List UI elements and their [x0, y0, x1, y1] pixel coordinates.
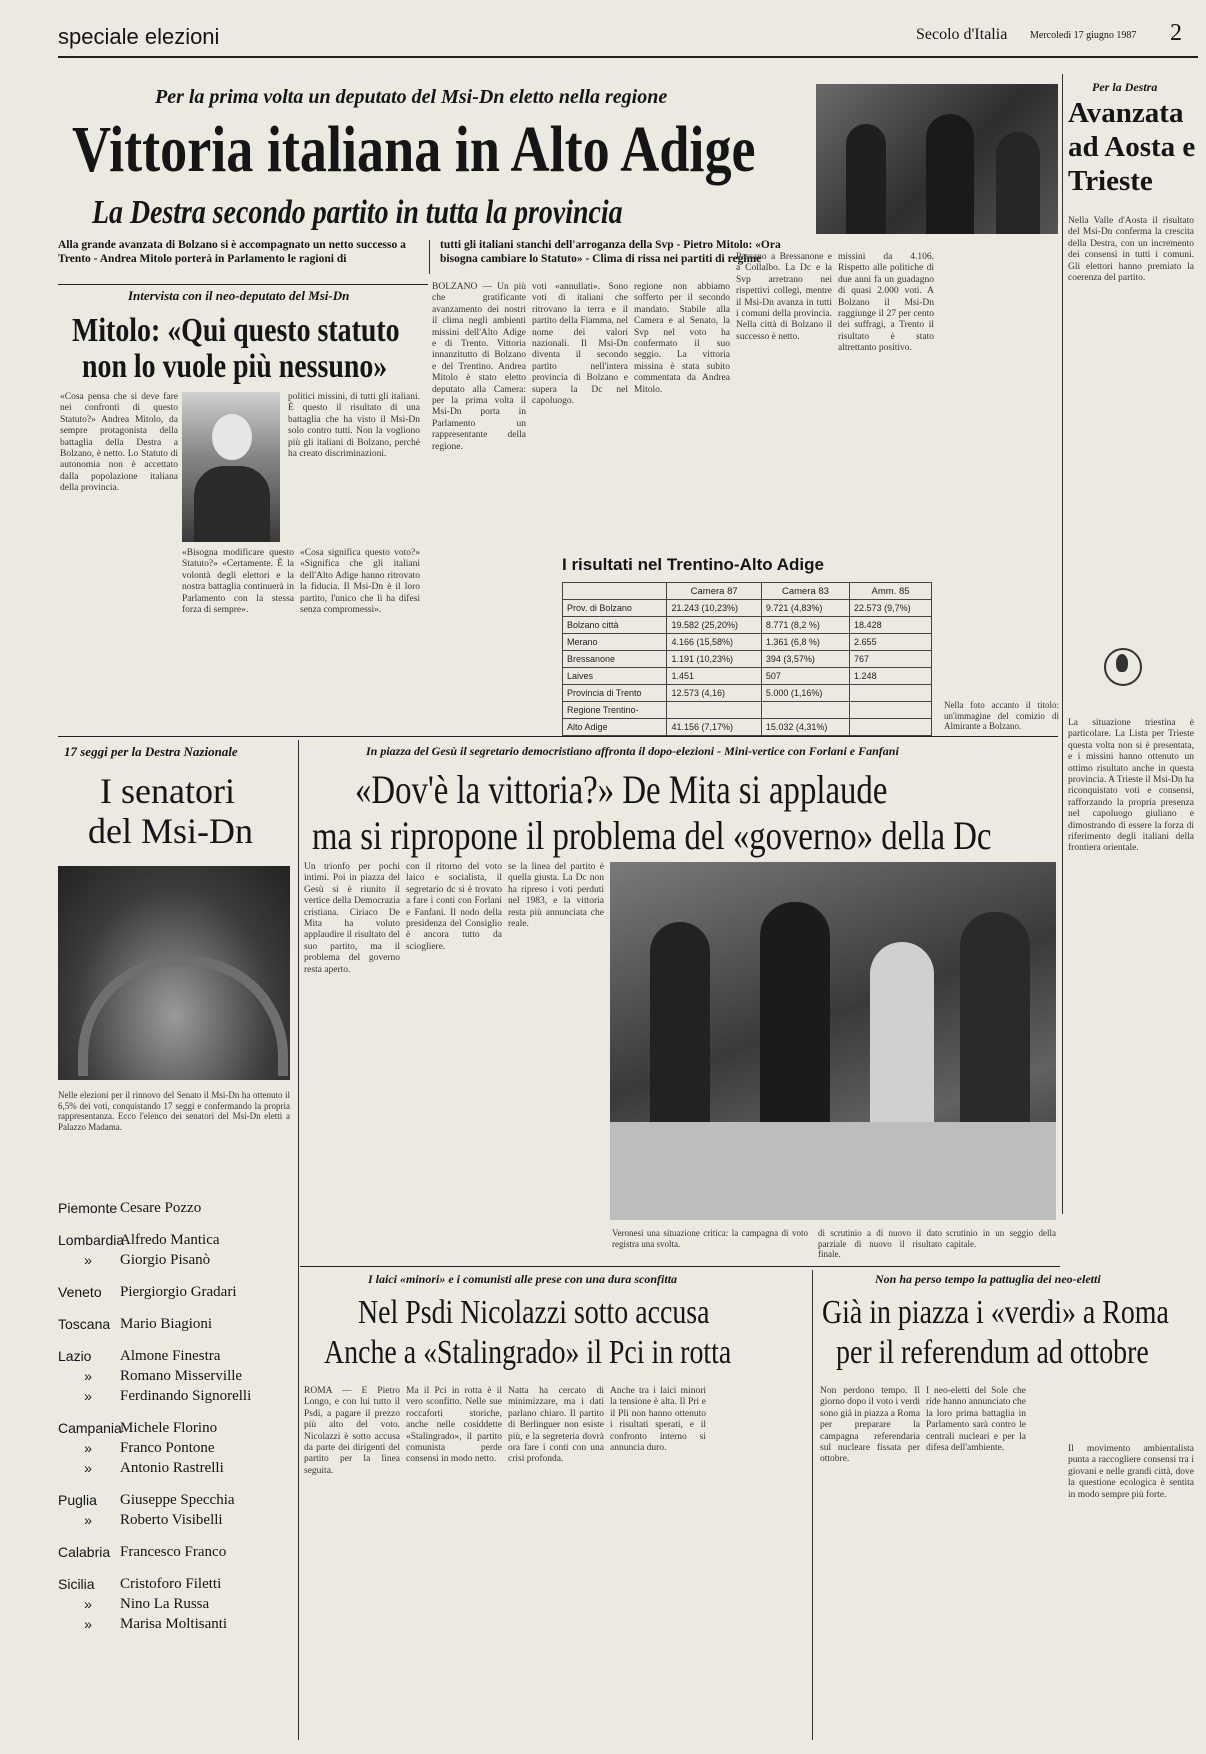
- section-rule: [58, 736, 1058, 737]
- senator-region: »: [84, 1460, 92, 1476]
- lead-body-col2: voti «annullati». Sono voti di italiani che ritrovano la terra e il partito della Fiamma, nel nome dei valori nazionali. Il Msi-Dn diventa il secondo partito nell'intera provincia di Bolzano e supera la Dc nel capoluogo.: [532, 282, 628, 407]
- results-row: [563, 719, 932, 736]
- senator-entry: [58, 1512, 298, 1532]
- psdi-headline-2: Anche a «Stalingrado» il Pci in rotta: [324, 1334, 732, 1371]
- results-value-cell: [761, 702, 849, 719]
- senator-entry: [58, 1440, 298, 1460]
- senator-region: »: [84, 1616, 92, 1632]
- senator-entry: [58, 1284, 298, 1304]
- senator-entry: [58, 1316, 298, 1336]
- demita-kicker: In piazza del Gesù il segretario democristiano affronta il dopo-elezioni - Mini-vertice con Forlani e Fanfani: [366, 744, 899, 758]
- results-value-cell: 12.573 (4,16): [667, 685, 761, 702]
- senator-entry: [58, 1232, 298, 1252]
- results-area-cell: Merano: [563, 634, 667, 651]
- chamber-seating: [78, 956, 288, 1076]
- results-value-cell: 15.032 (4,31%): [761, 719, 849, 736]
- newspaper-name: Secolo d'Italia: [916, 26, 1008, 43]
- verdi-body-col2: I neo-eletti del Sole che ride hanno annunciato che la loro prima battaglia in Parlamento sarà contro le centrali nucleari e per la difesa dell'ambiente.: [926, 1386, 1026, 1454]
- vote-counting-photo: [610, 862, 1056, 1220]
- results-header-cell: [563, 583, 667, 600]
- lead-summary-left: Alla grande avanzata di Bolzano si è accompagnato un netto successo a Trento - Andrea Mitolo porterà in Parlamento le ragioni di: [58, 239, 406, 265]
- interview-rule: [58, 284, 428, 285]
- verdi-body-col1: Non perdono tempo. Il giorno dopo il voto i verdi sono già in piazza a Roma per preparare la campagna referendaria sul nucleare fissata per ottobre.: [820, 1386, 920, 1465]
- issue-date: Mercoledì 17 giugno 1987: [1030, 30, 1137, 41]
- results-area-cell: Prov. di Bolzano: [563, 600, 667, 617]
- results-value-cell: 1.451: [667, 668, 761, 685]
- senators-caption: Nelle elezioni per il rinnovo del Senato il Msi-Dn ha ottenuto il 6,5% dei voti, conquistando 17 seggi e confermando la propria rappresentanza. Ecco l'elenco dei senatori del Msi-Dn eletti a Palazzo Madama.: [58, 1090, 290, 1132]
- photo-figure: [760, 902, 830, 1122]
- results-area-cell: Provincia di Trento: [563, 685, 667, 702]
- results-row: [563, 617, 932, 634]
- results-value-cell: 1.361 (6,8 %): [761, 634, 849, 651]
- photo-figure: [870, 942, 934, 1122]
- demita-caption-1: Veronesi una situazione critica: la campagna di voto registra una svolta.: [612, 1228, 808, 1249]
- results-value-cell: 5.000 (1,16%): [761, 685, 849, 702]
- results-value-cell: 507: [761, 668, 849, 685]
- results-value-cell: [667, 702, 761, 719]
- results-value-cell: 21.243 (10,23%): [667, 600, 761, 617]
- results-area-cell: Bressanone: [563, 651, 667, 668]
- interview-kicker: Intervista con il neo-deputato del Msi-Dn: [128, 288, 350, 303]
- portrait-shoulders: [194, 466, 270, 542]
- senator-region: Veneto: [58, 1284, 102, 1300]
- senator-entry: [58, 1460, 298, 1480]
- lead-kicker: Per la prima volta un deputato del Msi-Dn eletto nella regione: [155, 86, 668, 108]
- photo-figure: [996, 132, 1040, 234]
- results-row: [563, 634, 932, 651]
- senator-region: »: [84, 1512, 92, 1528]
- results-row: [563, 702, 932, 719]
- demita-headline-1: «Dov'è la vittoria?» De Mita si applaude: [355, 767, 888, 812]
- section-label: speciale elezioni: [58, 24, 220, 49]
- results-area-cell: Laives: [563, 668, 667, 685]
- interview-headline-1: Mitolo: «Qui questo statuto: [72, 312, 400, 349]
- senator-name: Cristoforo Filetti: [120, 1576, 222, 1592]
- results-value-cell: [850, 702, 932, 719]
- senator-region: »: [84, 1252, 92, 1268]
- results-value-cell: [850, 685, 932, 702]
- masthead-rule: [58, 56, 1198, 58]
- senator-region: Piemonte: [58, 1200, 118, 1216]
- interview-body-col4: «Cosa significa questo voto?» «Significa che gli italiani dell'Alto Adige hanno ritrovato la fiducia. Il Msi-Dn è il loro partito, l'unico che li ha difesi senza compromessi».: [300, 548, 420, 616]
- summary-divider: [429, 240, 430, 274]
- senator-entry: [58, 1596, 298, 1616]
- senator-region: »: [84, 1388, 92, 1404]
- senator-name: Giuseppe Specchia: [120, 1492, 235, 1508]
- senators-headline-1: I senatori: [100, 771, 235, 811]
- senator-name: Almone Finestra: [120, 1348, 221, 1364]
- senator-region: Sicilia: [58, 1576, 95, 1592]
- senator-name: Mario Biagioni: [120, 1316, 213, 1332]
- right-headline: Avanzata ad Aosta e Trieste: [1068, 97, 1196, 197]
- bottom-section-rule: [300, 1266, 1060, 1267]
- lead-subhead: La Destra secondo partito in tutta la provincia: [92, 194, 623, 231]
- senator-entry: [58, 1200, 298, 1220]
- senator-name: Antonio Rastrelli: [120, 1460, 224, 1476]
- interview-body-col1: «Cosa pensa che si deve fare nei confronti di questo Statuto?» Andrea Mitolo, da sempre protagonista della battaglia della Destra a Bolzano, è netto. Lo Statuto di autonomia non è accettato dalla popolazione italiana della provincia.: [60, 392, 178, 494]
- verdi-divider: [812, 1270, 813, 1740]
- rally-photo: [816, 84, 1058, 234]
- right-column-divider: [1062, 74, 1063, 1214]
- demita-body-col2: con il ritorno del voto laico e socialista, il segretario dc si è trovato a fare i conti con Forlani e Fanfani. Il nodo della presidenza del Consiglio è ancora tutto da sciogliere.: [406, 862, 502, 952]
- results-value-cell: 22.573 (9,7%): [850, 600, 932, 617]
- results-table: [562, 582, 932, 736]
- senators-headline-2: del Msi-Dn: [88, 811, 253, 851]
- senator-region: Lombardia: [58, 1232, 125, 1248]
- senator-name: Ferdinando Signorelli: [120, 1388, 252, 1404]
- mitolo-portrait: [182, 392, 280, 542]
- results-row: [563, 651, 932, 668]
- senator-entry: [58, 1420, 298, 1440]
- senator-name: Franco Pontone: [120, 1440, 215, 1456]
- portrait-face: [212, 414, 252, 460]
- senator-entry: [58, 1348, 298, 1368]
- results-value-cell: 19.582 (25,20%): [667, 617, 761, 634]
- results-value-cell: 41.156 (7,17%): [667, 719, 761, 736]
- photo-figure: [650, 922, 710, 1122]
- results-row: [563, 685, 932, 702]
- results-value-cell: 8.771 (8,2 %): [761, 617, 849, 634]
- senator-entry: [58, 1492, 298, 1512]
- interview-body-col2: politici missini, di tutti gli italiani. È questo il risultato di una battaglia che ha visto il Msi-Dn solo contro tutti. Non la vogliono più gli italiani di Bolzano, perché ha creato discriminazioni.: [288, 392, 420, 460]
- lead-body-col3: regione non abbiamo sofferto per il secondo mandato. Stabile alla Camera e al Senato, la Svp nel voto ha confermato il suo seggio. La vittoria missina è stata subito commentata da Andrea Mitolo.: [634, 282, 730, 395]
- senator-name: Francesco Franco: [120, 1544, 227, 1560]
- senator-region: Lazio: [58, 1348, 92, 1364]
- msi-flame-logo: [1104, 648, 1142, 686]
- right-body-bottom: La situazione triestina è particolare. La Lista per Trieste questa volta non si è presentata, e i missini hanno ottenuto un ottimo risultato anche in questa provincia. A Trieste il Msi-Dn ha riconquistato voti e consensi, rafforzando la propria presenza nel capoluogo giuliano e dimostrando di essere la forza di riferimento degli italiani della frontiera orientale.: [1068, 718, 1194, 854]
- verdi-body-col3: Il movimento ambientalista punta a raccogliere consensi tra i giovani e nelle grandi città, dove la questione ecologica è sentita in modo sempre più forte.: [1068, 1444, 1194, 1500]
- senator-name: Marisa Moltisanti: [120, 1616, 228, 1632]
- senate-chamber-photo: [58, 866, 290, 1080]
- senator-region: Calabria: [58, 1544, 111, 1560]
- senator-region: »: [84, 1368, 92, 1384]
- page-number: 2: [1170, 20, 1182, 46]
- lead-headline: Vittoria italiana in Alto Adige: [72, 113, 756, 186]
- senator-region: »: [84, 1596, 92, 1612]
- senator-name: Roberto Visibelli: [120, 1512, 223, 1528]
- results-area-cell: Regione Trentino-: [563, 702, 667, 719]
- psdi-kicker: I laici «minori» e i comunisti alle prese con una dura sconfitta: [368, 1272, 678, 1286]
- senator-region: »: [84, 1440, 92, 1456]
- results-value-cell: [850, 719, 932, 736]
- verdi-headline-2: per il referendum ad ottobre: [836, 1334, 1149, 1371]
- results-header-cell: Camera 87: [667, 583, 761, 600]
- photo-figure: [926, 114, 974, 234]
- senators-divider: [298, 740, 299, 1740]
- senator-name: Alfredo Mantica: [120, 1232, 220, 1248]
- senator-name: Giorgio Pisanò: [120, 1252, 211, 1268]
- lead-body-col1: BOLZANO — Un più che gratificante avanzamento dei nostri il clima negli ambienti missini dell'Alto Adige e di Trento. Vittoria innanzitutto di Bolzano e del Trentino. Andrea Mitolo è stato eletto deputato alla Camera: per la prima volta il Msi-Dn porta in Parlamento un rappresentante della regione.: [432, 282, 526, 452]
- senator-entry: [58, 1616, 298, 1636]
- results-value-cell: 1.248: [850, 668, 932, 685]
- senator-name: Piergiorgio Gradari: [120, 1284, 237, 1300]
- photo-figure: [960, 912, 1030, 1122]
- results-header-cell: Amm. 85: [850, 583, 932, 600]
- senator-name: Michele Florino: [120, 1420, 218, 1436]
- senator-entry: [58, 1576, 298, 1596]
- demita-headline-2: ma si ripropone il problema del «governo» della Dc: [312, 813, 992, 858]
- flame-icon: [1116, 654, 1128, 672]
- senator-name: Nino La Russa: [120, 1596, 210, 1612]
- lead-body-col4: Passano a Bressanone e a Collalbo. La Dc e la Svp arretrano nei rispettivi collegi, mentre il Msi-Dn avanza in tutti i comuni della provincia. Nella città di Bolzano il successo è netto.: [736, 252, 832, 342]
- psdi-headline-1: Nel Psdi Nicolazzi sotto accusa: [358, 1294, 710, 1331]
- right-kicker: Per la Destra: [1092, 80, 1158, 94]
- demita-body-col1: Un trionfo per pochi intimi. Poi in piazza del Gesù si è riunito il vertice della Democrazia cristiana. Ciriaco De Mita ha voluto applaudire il risultato del suo partito, ma il problema del governo resta aperto.: [304, 862, 400, 975]
- senator-name: Romano Misserville: [120, 1368, 243, 1384]
- ballot-table: [610, 1122, 1056, 1220]
- results-header-cell: Camera 83: [761, 583, 849, 600]
- senator-entry: [58, 1252, 298, 1272]
- results-area-cell: Alto Adige: [563, 719, 667, 736]
- senator-region: Toscana: [58, 1316, 111, 1332]
- results-value-cell: 1.191 (10,23%): [667, 651, 761, 668]
- results-value-cell: 18.428: [850, 617, 932, 634]
- results-row: [563, 668, 932, 685]
- interview-body-col3: «Bisogna modificare questo Statuto?» «Certamente. È la volontà degli elettori e la nostra battaglia continuerà in Parlamento con la stessa forza di sempre».: [182, 548, 294, 616]
- demita-caption-2: di scrutinio a di nuovo il dato parziale di nuovo il risultato finale.: [818, 1228, 942, 1258]
- senator-region: Campania: [58, 1420, 122, 1436]
- senator-region: Puglia: [58, 1492, 97, 1508]
- senator-entry: [58, 1544, 298, 1564]
- results-value-cell: 767: [850, 651, 932, 668]
- senator-entry: [58, 1388, 298, 1408]
- lead-summary-right: tutti gli italiani stanchi dell'arroganza della Svp - Pietro Mitolo: «Ora bisogna cambiare lo Statuto» - Clima di rissa nei partiti di regime: [440, 239, 781, 265]
- senator-name: Cesare Pozzo: [120, 1200, 202, 1216]
- psdi-body-col2: Ma il Pci in rotta è il vero sconfitto. Nelle sue roccaforti storiche, anche nelle cosiddette «Stalingrado», il partito comunista perde consensi in modo netto.: [406, 1386, 502, 1465]
- lead-photo-caption: Nella foto accanto il titolo: un'immagine del comizio di Almirante a Bolzano.: [944, 700, 1059, 731]
- results-value-cell: 394 (3,57%): [761, 651, 849, 668]
- senators-list: [58, 1200, 298, 1720]
- demita-body-col3: se la linea del partito è quella giusta. La Dc non ha ripreso i voti perduti nel 1983, e la vittoria resta più annunciata che reale.: [508, 862, 604, 930]
- senator-entry: [58, 1368, 298, 1388]
- photo-figure: [846, 124, 886, 234]
- results-title: I risultati nel Trentino-Alto Adige: [562, 555, 824, 574]
- results-value-cell: 9.721 (4,83%): [761, 600, 849, 617]
- results-value-cell: 4.166 (15,58%): [667, 634, 761, 651]
- psdi-body-col4: Anche tra i laici minori la tensione è alta. Il Pri e il Pli non hanno ottenuto i risultati sperati, e il confronto interno si annuncia duro.: [610, 1386, 706, 1454]
- right-body-top: Nella Valle d'Aosta il risultato del Msi-Dn conferma la crescita della Destra, con un incremento dei consensi in tutti i comuni. Gli elettori hanno premiato la coerenza del partito.: [1068, 216, 1194, 284]
- lead-body-col5: missini da 4.106. Rispetto alle politiche di due anni fa un guadagno di quasi 2.000 voti. A Bolzano il Msi-Dn raggiunge il 27 per cento dei suffragi, a Trento il risultato è stato altrettanto positivo.: [838, 252, 934, 354]
- results-row: [563, 600, 932, 617]
- interview-headline-2: non lo vuole più nessuno»: [82, 348, 388, 385]
- psdi-body-col1: ROMA — È Pietro Longo, e con lui tutto il Psdi, a pagare il prezzo più alto del voto. Nicolazzi è sotto accusa da parte dei dirigenti del partito per la linea seguita.: [304, 1386, 400, 1476]
- senators-kicker: 17 seggi per la Destra Nazionale: [64, 744, 238, 759]
- results-value-cell: 2.655: [850, 634, 932, 651]
- results-area-cell: Bolzano città: [563, 617, 667, 634]
- psdi-body-col3: Natta ha cercato di minimizzare, ma i dati parlano chiaro. Il partito di Berlinguer non esiste più, e la segreteria dovrà ora fare i conti con una crisi profonda.: [508, 1386, 604, 1465]
- demita-caption-3: scrutinio in un seggio della capitale.: [946, 1228, 1056, 1249]
- verdi-headline-1: Già in piazza i «verdi» a Roma: [822, 1294, 1169, 1331]
- verdi-kicker: Non ha perso tempo la pattuglia dei neo-eletti: [875, 1272, 1101, 1286]
